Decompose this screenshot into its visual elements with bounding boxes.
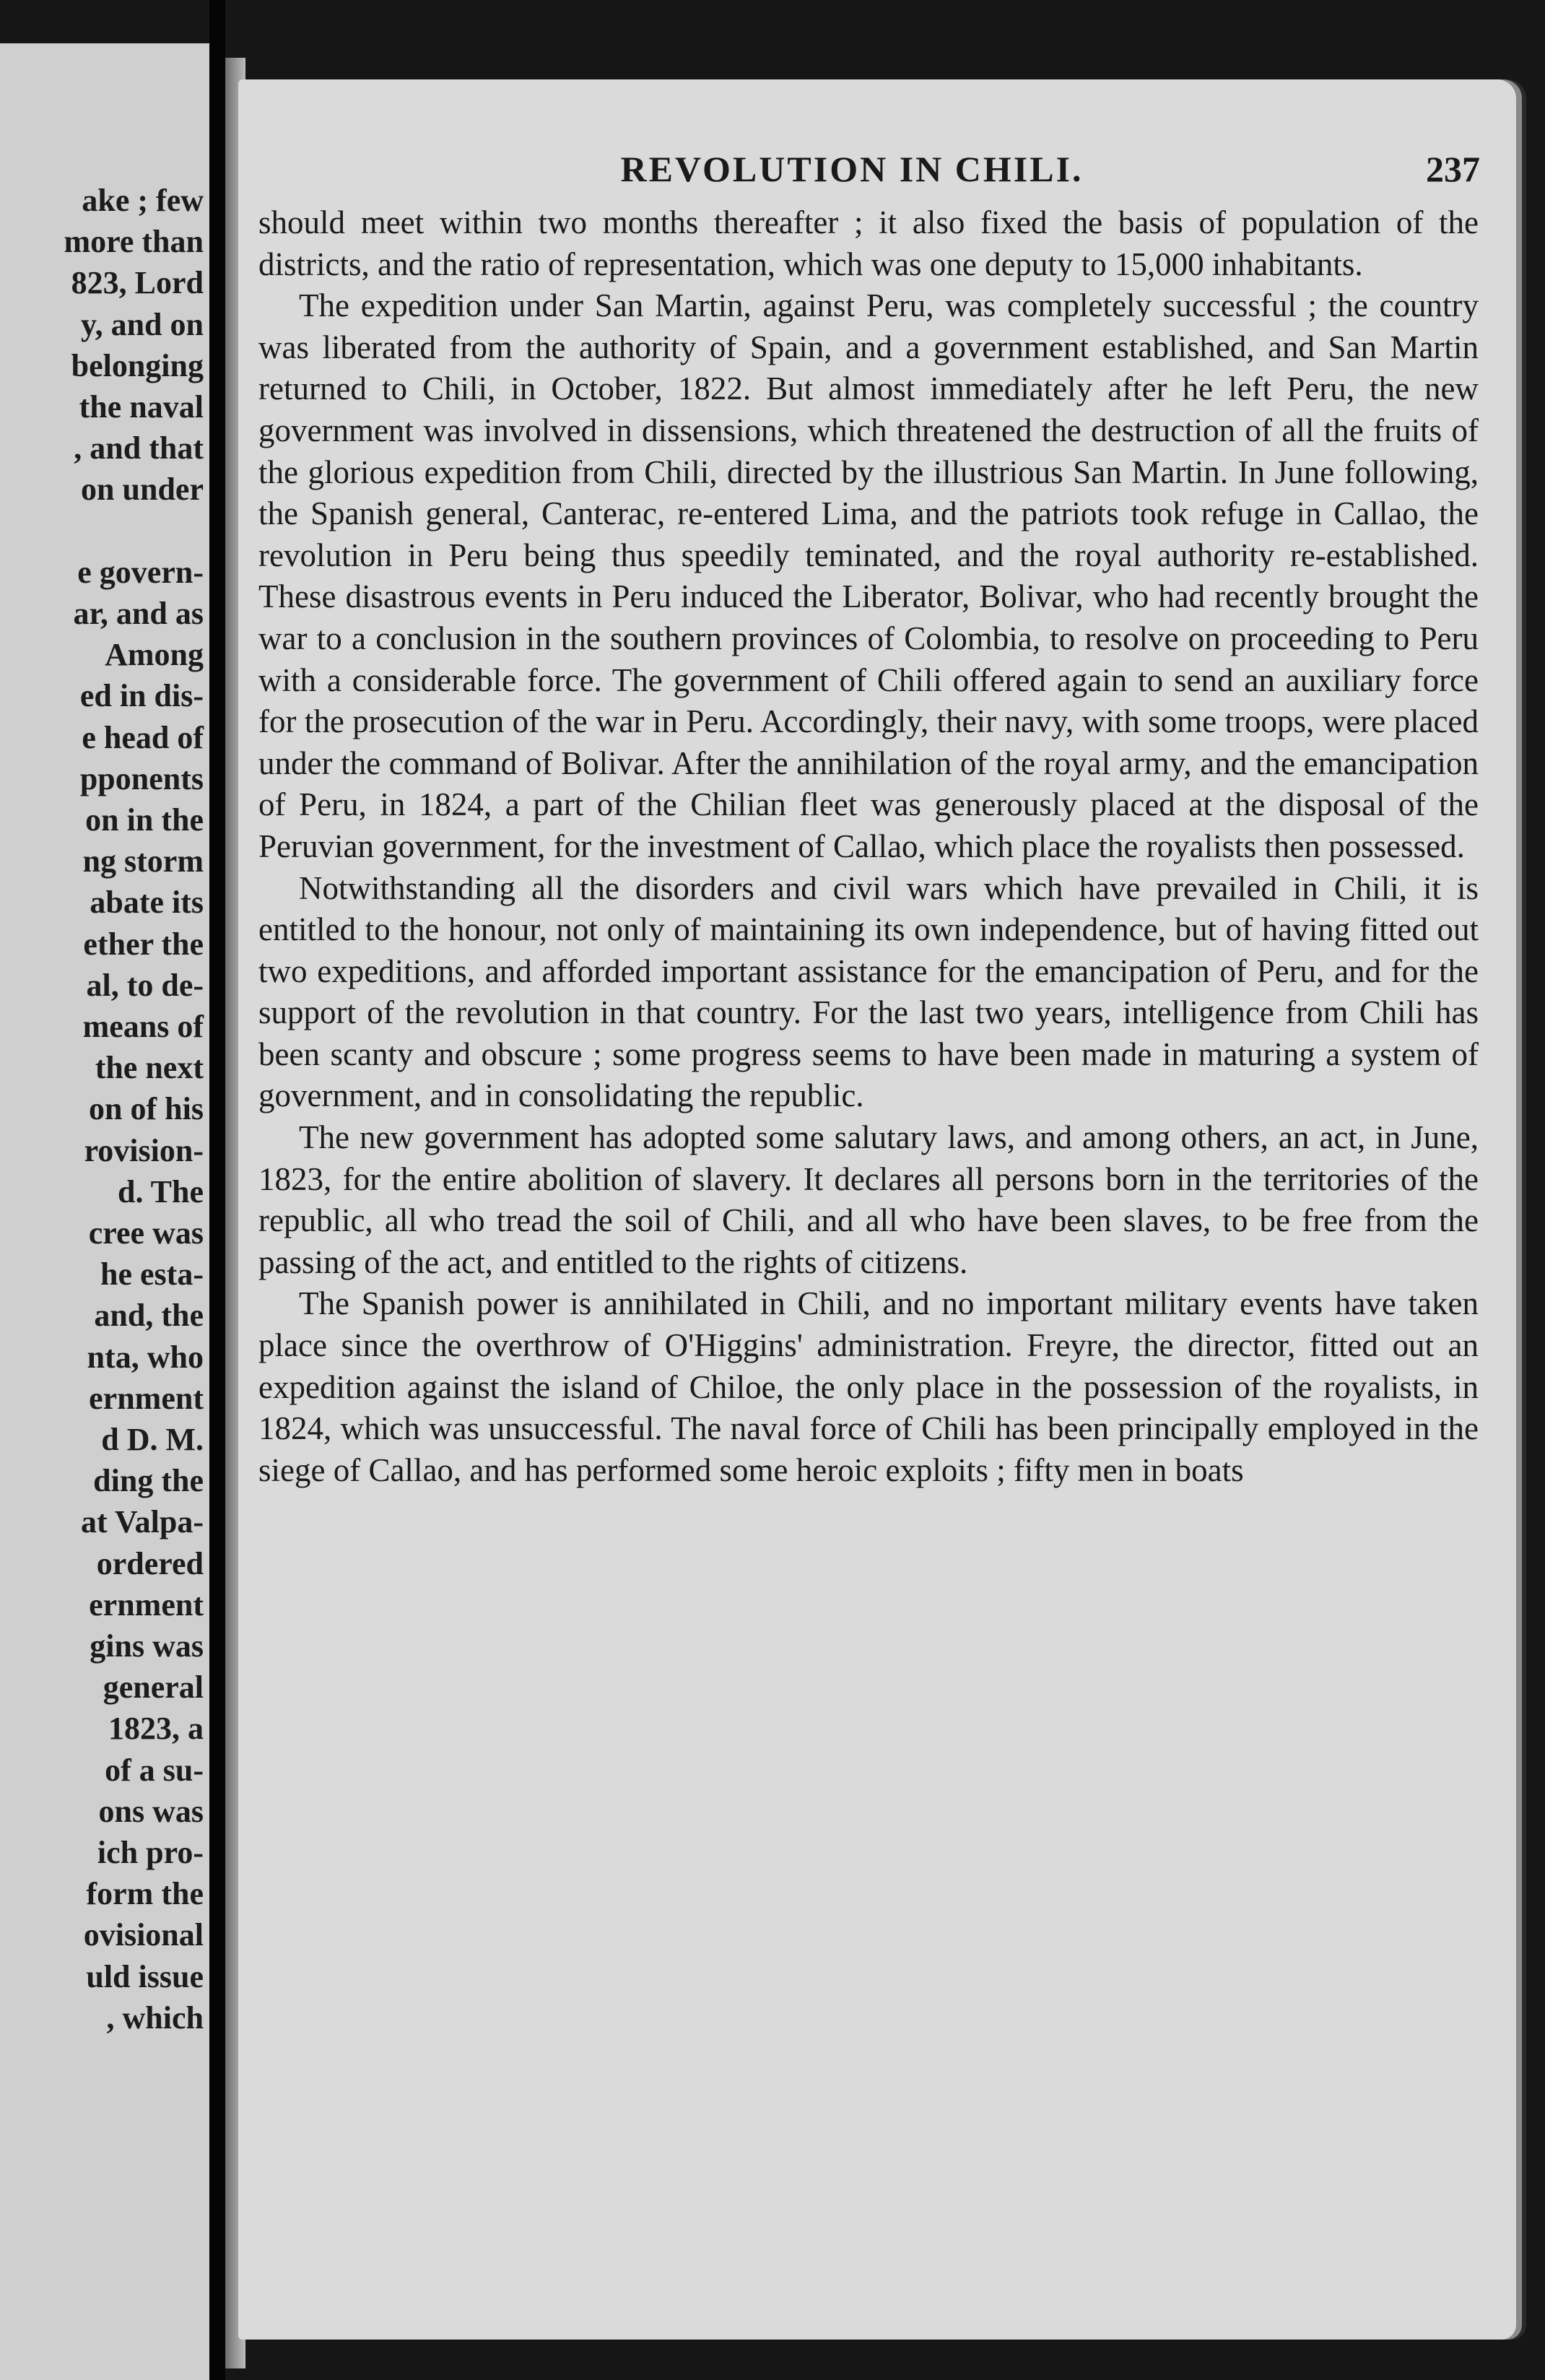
facing-page-line: gins was [90, 1628, 204, 1664]
paragraph: The Spanish power is annihilated in Chili, and no important military events have taken place since the overthrow of O'Higgins' administration. Freyre, the director, fitted out an expedition against the island of Chiloe, the only place in the possession of the royalists, in 1824, which was unsuccessful. The naval force of Chili has been principally employed in the siege of Callao, and has performed some heroic exploits ; fifty men in boats [258, 1285, 1479, 1488]
facing-page-line: more than [64, 224, 204, 260]
facing-page-line: pponents [79, 760, 204, 796]
facing-page-line: the next [95, 1050, 204, 1086]
facing-page-line: and, the [94, 1298, 204, 1334]
facing-page-line: cree was [88, 1215, 204, 1251]
facing-page-line: , which [106, 1999, 204, 2036]
book-page [238, 79, 1516, 2340]
facing-page-line: ordered [96, 1545, 204, 1581]
facing-page-line: al, to de- [86, 967, 204, 1003]
page-number: 237 [1426, 149, 1480, 189]
facing-page-line: , and that [74, 430, 204, 466]
page-title: REVOLUTION IN CHILI. [620, 149, 1084, 189]
facing-page-line: d D. M. [101, 1422, 204, 1457]
facing-page-line: abate its [90, 885, 204, 921]
facing-page-line: on in the [85, 802, 204, 838]
facing-page-line: ding the [93, 1463, 204, 1499]
facing-page-line: form the [86, 1876, 204, 1912]
paragraph: should meet within two months thereafter ; it also fixed the basis of population of the districts, and the ratio of representation, which was one deputy to 15,000 inhabitants. [258, 204, 1479, 282]
facing-page-line: general [103, 1669, 204, 1706]
facing-page-line: d. The [117, 1173, 204, 1209]
facing-page-line: ar, and as [73, 596, 204, 631]
facing-page-fragment [0, 43, 209, 2380]
body-text [258, 202, 1479, 1491]
facing-page-line: ng storm [82, 843, 204, 880]
facing-page-line: Among [105, 637, 204, 673]
facing-page-line: belonging [71, 347, 204, 383]
facing-page-line: ake ; few [82, 183, 204, 218]
facing-page-line: ovisional [83, 1917, 204, 1953]
paragraph: Notwithstanding all the disorders and civil wars which have prevailed in Chili, it is entitled to the honour, not only of maintaining its own independence, but of having fitted out two expeditions, and afforded important assistance for the emancipation of Peru, and for the support of the revolution in that country. For the last two years, intelligence from Chili has been scanty and obscure ; some progress seems to have been made in maturing a system of government, and in consolidating the republic. [258, 869, 1479, 1114]
facing-page-line: ernment [89, 1380, 204, 1416]
facing-page-line: ons was [98, 1793, 204, 1829]
facing-page-line: rovision- [84, 1132, 204, 1168]
facing-page-line: y, and on [81, 306, 204, 342]
paragraph: The new government has adopted some salutary laws, and among others, an act, in June, 1823, for the entire abolition of slavery. It declares all persons born in the territories of the republic, all who tread the soil of Chili, and all who have been slaves, to be free from the passing of the act, and entitled to the rights of citizens. [258, 1119, 1479, 1280]
facing-page-line: at Valpa- [81, 1504, 204, 1540]
facing-page-line: ich pro- [97, 1835, 204, 1870]
facing-page-line: uld issue [86, 1958, 204, 1994]
facing-page-line: e head of [82, 719, 204, 755]
facing-page-line: he esta- [100, 1256, 204, 1293]
facing-page-line: ed in dis- [79, 678, 204, 714]
facing-page-line: the naval [79, 389, 204, 425]
facing-page-line: e govern- [77, 554, 204, 590]
facing-page-line: means of [82, 1009, 204, 1044]
facing-page-line: 823, Lord [71, 265, 204, 301]
facing-page-line: of a su- [105, 1752, 204, 1788]
book-gutter [209, 0, 225, 2380]
facing-page-line: ernment [89, 1586, 204, 1623]
running-head [238, 148, 1480, 199]
paragraph: The expedition under San Martin, against Peru, was completely successful ; the country was liberated from the authority of Spain, and a government established, and San Martin returned to Chili, in October, 1822. But almost immediately after he left Peru, the new government was involved in dissensions, which threatened the destruction of all the fruits of the glorious expedition from Chili, directed by the illustrious San Martin. In June following, the Spanish general, Canterac, re-entered Lima, and the patriots took refuge in Callao, the revolution in Peru being thus speedily teminated, and the royal authority re-established. These disastrous events in Peru induced the Liberator, Bolivar, who had recently brought the war to a conclusion in the southern provinces of Colombia, to resolve on proceeding to Peru with a considerable force. The government of Chili offered again to send an auxiliary force for the prosecution of the war in Peru. Accordingly, their navy, with some troops, were placed under the command of Bolivar. After the annihilation of the royal army, and the emancipation of Peru, in 1824, a part of the Chilian fleet was generously placed at the disposal of the Peruvian government, for the investment of Callao, which place the royalists then possessed. [258, 287, 1479, 864]
facing-page-line: ether the [83, 926, 204, 962]
facing-page-line: nta, who [87, 1339, 204, 1375]
facing-page-line: on of his [89, 1091, 204, 1127]
facing-page-line: 1823, a [108, 1711, 204, 1747]
facing-page-line: on under [81, 472, 204, 508]
